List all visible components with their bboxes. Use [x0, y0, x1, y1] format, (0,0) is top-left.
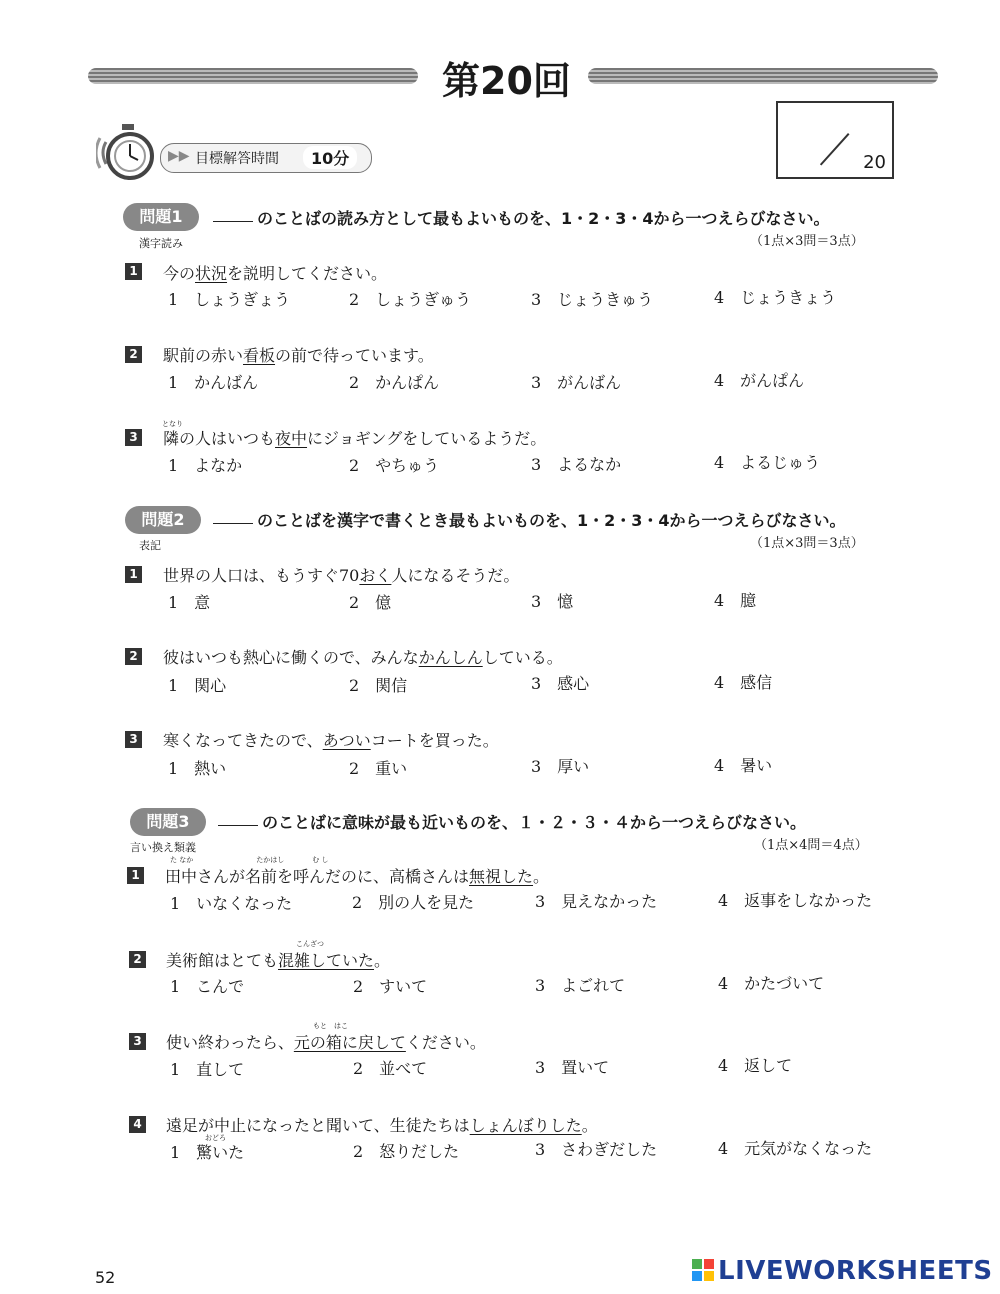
question-text: 世界の人口は、もうすぐ70おく人になるそうだ。 — [163, 566, 520, 585]
question-number: 1 — [125, 263, 142, 280]
answer-option[interactable]: 1 意 — [168, 593, 211, 612]
question-text: 寒くなってきたので、あついコートを買った。 — [163, 731, 499, 750]
liveworksheets-logo[interactable]: LIVEWORKSHEETS — [718, 1256, 993, 1286]
answer-option[interactable]: 1 関心 — [168, 676, 227, 695]
question-text: 美術館はとても混雑していた。 — [166, 951, 391, 970]
answer-option[interactable]: 3 よごれて — [535, 976, 626, 995]
answer-option[interactable]: 2 億 — [349, 593, 392, 612]
timer-label: 目標解答時間 — [195, 151, 279, 167]
question-number: 2 — [125, 346, 142, 363]
answer-option[interactable]: 4 臆 — [714, 591, 757, 610]
furigana: た なか たかはし む し — [170, 856, 329, 864]
answer-option[interactable]: 4 がんぱん — [714, 371, 805, 390]
furigana: となり — [162, 420, 183, 428]
liveworksheets-logo-icon — [692, 1259, 714, 1281]
answer-option[interactable]: 2 関信 — [349, 676, 408, 695]
answer-option[interactable]: 3 がんばん — [531, 373, 622, 392]
answer-option[interactable]: 1 直して — [170, 1060, 245, 1079]
answer-option[interactable]: 4 返事をしなかった — [718, 891, 873, 910]
question-text: 駅前の赤い看板の前で待っています。 — [163, 346, 434, 365]
question-text: 隣の人はいつも夜中にジョギングをしているようだ。 — [163, 429, 547, 448]
answer-option[interactable]: 3 さわぎだした — [535, 1140, 658, 1159]
score-slash — [820, 133, 850, 166]
page-title: 第20回 — [430, 50, 583, 105]
section-2-points: （1点×3問＝3点） — [750, 536, 864, 551]
answer-option[interactable]: 4 よるじゅう — [714, 453, 821, 472]
answer-option[interactable]: 1 いなくなった — [170, 894, 293, 913]
answer-option[interactable]: 4 返して — [718, 1056, 793, 1075]
question-number: 1 — [125, 566, 142, 583]
page-number: 52 — [95, 1268, 116, 1287]
answer-option[interactable]: 1 よなか — [168, 456, 243, 475]
section-1-badge: 問題1 — [123, 203, 199, 231]
question-number: 4 — [129, 1116, 146, 1133]
section-2-subtitle: 表記 — [139, 539, 161, 552]
section-1-points: （1点×3問＝3点） — [750, 234, 864, 249]
answer-option[interactable]: 4 元気がなくなった — [718, 1139, 873, 1158]
section-3-points: （1点×4問＝4点） — [754, 838, 868, 853]
furigana: こんざつ — [296, 940, 324, 948]
answer-option[interactable]: 3 じょうきゅう — [531, 290, 654, 309]
answer-option[interactable]: 2 しょうぎゅう — [349, 290, 472, 309]
question-text: 田中さんが名前を呼んだのに、高橋さんは無視した。 — [165, 867, 550, 886]
furigana: もと はこ — [313, 1022, 348, 1030]
stopwatch-icon — [96, 122, 158, 184]
section-2-badge: 問題2 — [125, 506, 201, 534]
section-2-instruction: のことばを漢字で書くとき最もよいものを、1・2・3・4から一つえらびなさい。 — [213, 508, 846, 531]
answer-option[interactable]: 2 怒りだした — [353, 1142, 460, 1161]
question-number: 3 — [125, 731, 142, 748]
question-text: 使い終わったら、元の箱に戻してください。 — [166, 1033, 486, 1052]
section-3-instruction: のことばに意味が最も近いものを、１・２・３・４から一つえらびなさい。 — [218, 810, 806, 833]
score-total: 20 — [863, 152, 886, 173]
answer-option[interactable]: 1 熱い — [168, 759, 227, 778]
section-1-instruction: のことばの読み方として最もよいものを、1・2・3・4から一つえらびなさい。 — [213, 206, 830, 229]
answer-option[interactable]: 1 驚いた — [170, 1143, 245, 1162]
question-number: 3 — [125, 429, 142, 446]
answer-option[interactable]: 2 すいて — [353, 977, 428, 996]
section-3-badge: 問題3 — [130, 808, 206, 836]
answer-option[interactable]: 2 重い — [349, 759, 408, 778]
question-text: 遠足が中止になったと聞いて、生徒たちはしょんぼりした。 — [166, 1116, 598, 1135]
question-text: 彼はいつも熱心に働くので、みんなかんしんしている。 — [163, 648, 563, 667]
answer-option[interactable]: 1 かんばん — [168, 373, 259, 392]
question-number: 1 — [127, 867, 144, 884]
question-text: 今の状況を説明してください。 — [163, 264, 388, 283]
section-3-subtitle: 言い換え類義 — [130, 841, 196, 854]
answer-option[interactable]: 1 こんで — [170, 977, 245, 996]
answer-option[interactable]: 4 かたづいて — [718, 974, 825, 993]
question-number: 2 — [129, 951, 146, 968]
double-arrow-icon: ▶▶ — [168, 148, 190, 164]
answer-option[interactable]: 3 憶 — [531, 592, 574, 611]
timer-value: 10分 — [303, 146, 357, 169]
answer-option[interactable]: 3 置いて — [535, 1058, 610, 1077]
question-number: 3 — [129, 1033, 146, 1050]
score-box — [776, 101, 894, 179]
answer-option[interactable]: 3 見えなかった — [535, 892, 658, 911]
section-1-subtitle: 漢字読み — [139, 237, 183, 250]
answer-option[interactable]: 2 かんぱん — [349, 373, 440, 392]
answer-option[interactable]: 4 感信 — [714, 673, 773, 692]
answer-option[interactable]: 4 暑い — [714, 756, 773, 775]
answer-option[interactable]: 4 じょうきょう — [714, 288, 837, 307]
answer-option[interactable]: 3 よるなか — [531, 455, 622, 474]
furigana: おどろ — [205, 1134, 226, 1142]
answer-option[interactable]: 3 感心 — [531, 674, 590, 693]
answer-option[interactable]: 1 しょうぎょう — [168, 290, 291, 309]
answer-option[interactable]: 2 やちゅう — [349, 456, 440, 475]
answer-option[interactable]: 2 別の人を見た — [352, 893, 475, 912]
answer-option[interactable]: 2 並べて — [353, 1059, 428, 1078]
question-number: 2 — [125, 648, 142, 665]
answer-option[interactable]: 3 厚い — [531, 757, 590, 776]
